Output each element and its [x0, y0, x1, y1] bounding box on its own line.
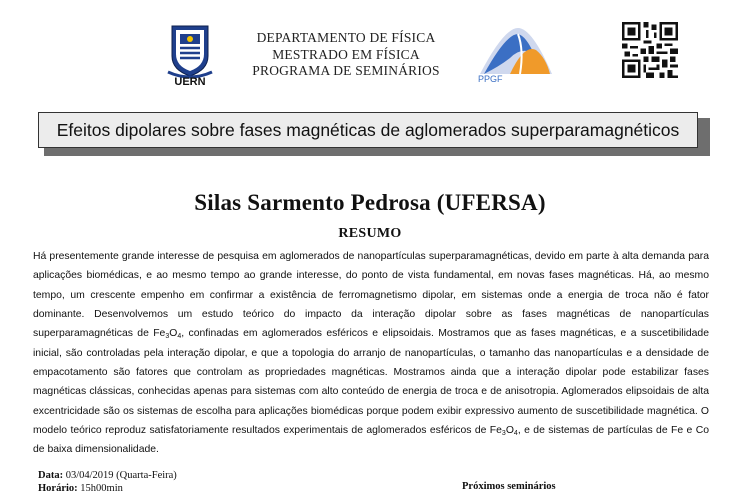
- qr-code-icon: [622, 22, 678, 78]
- abstract-part-3: , e de sistemas de partículas de Fe e Co de baixa dimensionalidade.: [33, 425, 709, 456]
- abstract-part-2: , confinadas em aglomerados esféricos e elipsoidais. Mostramos que as fases magnéticas, e a suscetibilidade inicial, são controladas pela interação dipolar, e que a topologia do arranjo de nanopartículas, o tamanho das nanopartículas e a densidade de empacotamento são fatores que controlam as propriedades magnéticas. Mostramos ainda que a interação dipolar pode estabilizar fases magnéticas clássicas, conhecidas apenas para sistemas com alto conteúdo de energia de troca e de anisotropia. Aglomerados elipsoidais de alta excentricidade são os sistemas de escolha para aplicações biomédicas porque podem exibir expressivo aumento de suscetibilidade magnética. O modelo teórico reproduz satisfatoriamente resultados experimentais de aglomerados esféricos de Fe: [33, 328, 709, 437]
- date-line: [38, 470, 177, 481]
- oxygen-symbol: O: [169, 328, 178, 340]
- abstract-part-1: Há presentemente grande interesse de pesquisa em aglomerados de nanopartículas superparamagnéticas, devido em parte à alta demanda para aplicações biomédicas, e ao mesmo tempo ao grande interesse, do ponto de vista fundamental, em novas fases magnéticas. Há, ao mesmo tempo, um crescente empenho em confirmar a existência de ferromagnetismo dipolar, em sistemas onde a energia de troca não é fator dominante. Desenvolvemos um estudo teórico do impacto da interação dipolar sobre as fases magnéticas de nanopartículas superparamagnéticas de Fe: [33, 251, 709, 340]
- subscript-4: 4: [513, 430, 518, 438]
- institution-header: [236, 30, 456, 80]
- next-seminars-label: Próximos seminários: [462, 481, 556, 492]
- date-value: 03/04/2019 (Quarta-Feira): [65, 470, 177, 481]
- seminar-program-line: PROGRAMA DE SEMINÁRIOS: [252, 63, 440, 78]
- speaker-name: Silas Sarmento Pedrosa (UFERSA): [194, 190, 546, 215]
- subscript-4: 4: [177, 333, 182, 341]
- time-line: [38, 483, 123, 494]
- time-label: Horário:: [38, 483, 78, 494]
- program-line: MESTRADO EM FÍSICA: [272, 46, 420, 62]
- uern-logo: [164, 22, 216, 86]
- time-value: 15h00min: [80, 483, 123, 494]
- ppgf-logo: [474, 24, 556, 86]
- abstract-heading: RESUMO: [338, 226, 402, 241]
- department-line: DEPARTAMENTO DE FÍSICA: [256, 30, 436, 45]
- uern-logo-text: UERN: [174, 76, 206, 86]
- seminar-title: Efeitos dipolares sobre fases magnéticas de aglomerados superparamagnéticos: [38, 112, 698, 148]
- oxygen-symbol: O: [505, 425, 514, 437]
- ppgf-logo-text: PPGF: [478, 74, 503, 84]
- subscript-3: 3: [165, 333, 170, 341]
- subscript-3: 3: [501, 430, 506, 438]
- abstract-text: [33, 247, 709, 460]
- date-label: Data:: [38, 470, 64, 481]
